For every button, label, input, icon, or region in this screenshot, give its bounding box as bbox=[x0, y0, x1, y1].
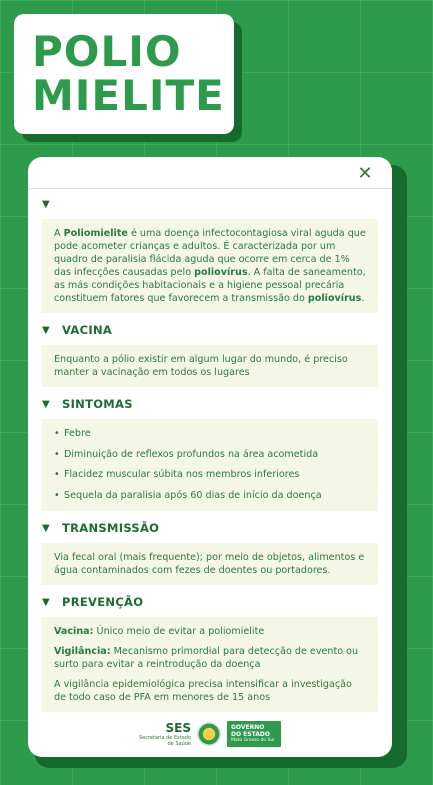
section-title-vacina: VACINA bbox=[62, 323, 113, 337]
section-header-prevencao[interactable] bbox=[42, 591, 378, 613]
divider bbox=[28, 188, 392, 189]
prevencao-vigilancia: Vigilância: Mecanismo primordial para detecção de evento ou surto para evitar a reintrodução da doença bbox=[54, 646, 359, 670]
prevencao-box bbox=[42, 617, 378, 712]
list-item: • Flacidez muscular súbita nos membros inferiores bbox=[54, 465, 366, 486]
section-header-sintomas[interactable] bbox=[42, 393, 378, 415]
prevencao-note: A vigilância epidemiológica precisa intensificar a investigação de todo caso de PFA em menores de 15 anos bbox=[54, 679, 352, 703]
close-icon[interactable]: ✕ bbox=[357, 163, 373, 184]
title-card bbox=[14, 14, 234, 134]
footer-logos bbox=[28, 721, 392, 747]
transmissao-box bbox=[42, 543, 378, 585]
intro-box: A Poliomielite é uma doença infectocontagiosa viral aguda que pode acometer crianças e adultos. É caracterizada por um quadro de paralisia flácida aguda que ocorre em cerca de 1% das infecções causadas pelo poliovírus. A falta de saneamento, as más condições habitacionais e a higiene pessoal precária constituem fatores que favorecem a transmissão do poliovírus. bbox=[42, 219, 378, 313]
title-line-2: MIELITE bbox=[32, 71, 225, 120]
triangle-down-icon: ▼ bbox=[42, 198, 50, 210]
triangle-down-icon: ▼ bbox=[42, 522, 50, 534]
vacina-text: Enquanto a pólio existir em algum lugar do mundo, é preciso manter a vacinação em todos os lugares bbox=[54, 354, 348, 378]
transmissao-text: Via fecal oral (mais frequente); por meio de objetos, alimentos e água contaminados com fezes de doentes ou portadores. bbox=[54, 552, 365, 576]
list-item: • Diminuição de reflexos profundos na área acometida bbox=[54, 445, 366, 466]
sintomas-box bbox=[42, 419, 378, 511]
list-item: • Febre bbox=[54, 424, 366, 445]
triangle-down-icon: ▼ bbox=[42, 324, 50, 336]
triangle-down-icon: ▼ bbox=[42, 398, 50, 410]
section-title-prevencao: PREVENÇÃO bbox=[62, 595, 144, 609]
section-header-transmissao[interactable] bbox=[42, 517, 378, 539]
prevencao-vacina: Vacina: Único meio de evitar a poliomielite bbox=[54, 626, 265, 637]
intro-bold-poliovirus: poliovírus bbox=[194, 267, 248, 278]
info-panel bbox=[28, 157, 392, 757]
sintomas-list bbox=[42, 421, 378, 509]
intro-bold-poliomielite: Poliomielite bbox=[63, 228, 128, 239]
state-seal-icon bbox=[197, 722, 221, 746]
panel-content bbox=[42, 193, 378, 718]
list-item: • Sequela da paralisia após 60 dias de início da doença bbox=[54, 486, 366, 507]
governo-logo: GOVERNO DO ESTADO Mato Grosso do Sul bbox=[227, 721, 281, 747]
section-title-transmissao: TRANSMISSÃO bbox=[62, 521, 160, 535]
section-title-sintomas: SINTOMAS bbox=[62, 397, 133, 411]
intro-header[interactable] bbox=[42, 193, 378, 215]
title-line-1: POLIO bbox=[32, 27, 182, 76]
triangle-down-icon: ▼ bbox=[42, 596, 50, 608]
section-header-vacina[interactable] bbox=[42, 319, 378, 341]
intro-bold-poliovirus-2: poliovírus bbox=[307, 293, 362, 304]
ses-logo: SES Secretaria de Estado de Saúde bbox=[138, 720, 191, 747]
vacina-box bbox=[42, 345, 378, 387]
